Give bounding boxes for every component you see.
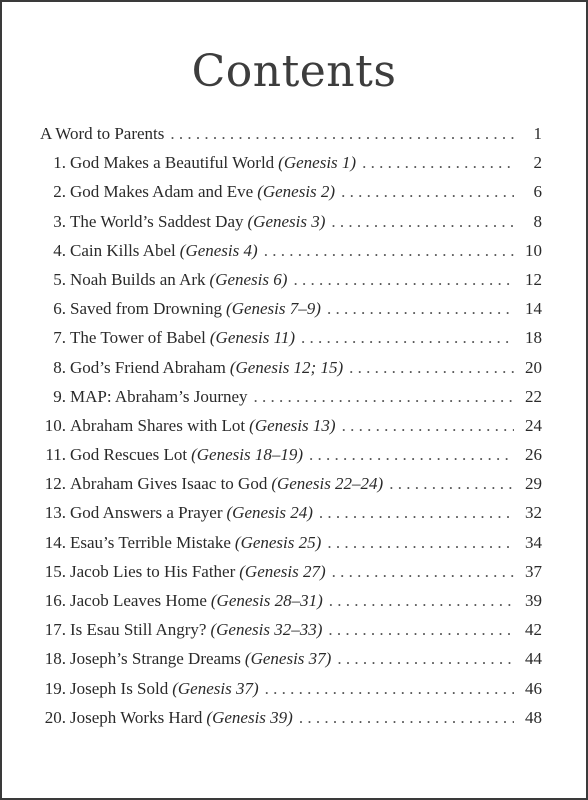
toc-entry: [40, 533, 542, 562]
entry-title: A Word to Parents: [40, 124, 165, 143]
entry-page-number: 20: [525, 357, 542, 377]
entry-title: MAP: Abraham’s Journey: [70, 386, 248, 406]
toc-entry: [40, 649, 542, 678]
entry-number: 5.: [53, 269, 66, 289]
entry-page-number: 34: [525, 532, 542, 552]
entry-number: 6.: [53, 299, 66, 319]
entry-number: 8.: [53, 357, 66, 377]
table-of-contents: [40, 124, 542, 737]
toc-entry: [40, 212, 542, 241]
entry-page-number: 26: [525, 445, 542, 465]
entry-title: Joseph’s Strange Dreams: [70, 649, 241, 669]
entry-page-number: 46: [525, 678, 542, 698]
entry-title: God Makes Adam and Eve: [70, 182, 254, 202]
entry-title: Esau’s Terrible Mistake: [70, 532, 231, 552]
entry-title: Abraham Gives Isaac to God: [70, 474, 268, 494]
dot-leader: [265, 679, 514, 699]
entry-scripture-ref: (Genesis 4): [179, 240, 258, 260]
entry-number: 17.: [44, 620, 66, 640]
entry-scripture-ref: (Genesis 12; 15): [229, 357, 344, 377]
dot-leader: [331, 212, 514, 232]
toc-entry: [40, 328, 542, 357]
entry-title: Jacob Leaves Home: [70, 591, 207, 610]
entry-number: 14.: [44, 532, 66, 552]
entry-number: 4.: [53, 240, 66, 260]
entry-scripture-ref: (Genesis 1): [278, 153, 357, 173]
toc-entry: [40, 445, 542, 474]
entry-page-number: 48: [525, 707, 542, 727]
entry-number: 15.: [44, 561, 66, 581]
entry-number: 7.: [53, 328, 66, 348]
entry-title: Joseph Works Hard: [70, 707, 203, 727]
entry-title: God Makes a Beautiful World: [70, 153, 275, 173]
toc-entry: [40, 708, 542, 737]
toc-entry: [40, 503, 542, 532]
entry-page-number: 29: [525, 474, 542, 494]
dot-leader: [264, 241, 514, 261]
entry-title: Noah Builds an Ark: [70, 269, 206, 289]
entry-page-number: 8: [533, 211, 542, 231]
entry-scripture-ref: (Genesis 11): [209, 328, 296, 348]
dot-leader: [301, 328, 514, 348]
dot-leader: [170, 124, 514, 144]
entry-title: God Answers a Prayer: [70, 503, 223, 523]
toc-entry: [40, 241, 542, 270]
dot-leader: [341, 182, 514, 202]
toc-entry: [40, 182, 542, 211]
entry-number: 10.: [44, 415, 66, 435]
entry-scripture-ref: (Genesis 32–33): [210, 620, 323, 640]
entry-page-number: 1: [533, 124, 542, 143]
dot-leader: [319, 503, 514, 523]
toc-entry: [40, 124, 542, 153]
dot-leader: [332, 562, 514, 582]
entry-scripture-ref: (Genesis 7–9): [226, 299, 321, 319]
toc-entry: [40, 299, 542, 328]
entry-page-number: 10: [525, 240, 542, 260]
entry-number: 20.: [44, 707, 66, 727]
entry-scripture-ref: (Genesis 39): [206, 707, 293, 727]
entry-page-number: 24: [525, 415, 542, 435]
entry-page-number: 39: [525, 591, 542, 610]
entry-title: Abraham Shares with Lot: [70, 415, 246, 435]
entry-number: 11.: [45, 445, 66, 465]
dot-leader: [342, 416, 514, 436]
entry-title: Is Esau Still Angry?: [70, 620, 207, 640]
dot-leader: [309, 445, 514, 465]
entry-number: 3.: [53, 211, 66, 231]
toc-entry: [40, 358, 542, 387]
entry-scripture-ref: (Genesis 27): [239, 561, 326, 581]
entry-page-number: 6: [533, 182, 542, 202]
page-title: Contents: [191, 46, 397, 97]
entry-page-number: 18: [525, 328, 542, 348]
entry-page-number: 22: [525, 386, 542, 406]
entry-title: The Tower of Babel: [70, 328, 206, 348]
entry-page-number: 14: [525, 299, 542, 319]
entry-number: 16.: [44, 591, 66, 610]
entry-page-number: 44: [525, 649, 542, 669]
toc-entry: [40, 620, 542, 649]
dot-leader: [328, 620, 514, 640]
entry-number: 18.: [44, 649, 66, 669]
entry-title: God’s Friend Abraham: [70, 357, 226, 377]
entry-scripture-ref: (Genesis 37): [244, 649, 332, 669]
toc-entry: [40, 679, 542, 708]
entry-scripture-ref: (Genesis 6): [209, 269, 288, 289]
entry-page-number: 42: [525, 620, 542, 640]
toc-entry: [40, 562, 542, 591]
entry-scripture-ref: (Genesis 3): [247, 211, 326, 231]
entry-title: God Rescues Lot: [70, 445, 188, 465]
toc-entry: [40, 591, 542, 620]
entry-title: Joseph Is Sold: [70, 678, 169, 698]
dot-leader: [293, 270, 514, 290]
entry-title: Saved from Drowning: [70, 299, 223, 319]
toc-entry: [40, 153, 542, 182]
entry-scripture-ref: (Genesis 37): [172, 678, 259, 698]
dot-leader: [389, 474, 514, 494]
entry-number: 19.: [44, 678, 66, 698]
entry-page-number: 2: [533, 153, 542, 173]
dot-leader: [337, 649, 514, 669]
entry-number: 1.: [53, 153, 66, 173]
dot-leader: [327, 533, 514, 553]
entry-scripture-ref: (Genesis 2): [257, 182, 336, 202]
dot-leader: [254, 387, 514, 407]
entry-title: The World’s Saddest Day: [70, 211, 244, 231]
entry-number: 13.: [44, 503, 66, 523]
entry-title: Cain Kills Abel: [70, 240, 176, 260]
entry-page-number: 12: [525, 269, 542, 289]
dot-leader: [362, 153, 514, 173]
dot-leader: [349, 358, 514, 378]
dot-leader: [327, 299, 514, 319]
toc-entry: [40, 270, 542, 299]
entry-number: 12.: [44, 474, 66, 494]
entry-scripture-ref: (Genesis 28–31): [210, 591, 323, 610]
entry-page-number: 32: [525, 503, 542, 523]
dot-leader: [299, 708, 514, 728]
toc-entry: [40, 416, 542, 445]
entry-scripture-ref: (Genesis 24): [226, 503, 313, 523]
entry-scripture-ref: (Genesis 25): [234, 532, 322, 552]
toc-entry: [40, 387, 542, 416]
entry-number: 9.: [53, 386, 66, 406]
entry-number: 2.: [53, 182, 66, 202]
entry-scripture-ref: (Genesis 13): [249, 415, 336, 435]
entry-title: Jacob Lies to His Father: [70, 561, 236, 581]
toc-entry: [40, 474, 542, 503]
book-page: [2, 2, 586, 798]
entry-page-number: 37: [525, 561, 542, 581]
entry-scripture-ref: (Genesis 22–24): [271, 474, 384, 494]
entry-scripture-ref: (Genesis 18–19): [191, 445, 303, 465]
dot-leader: [329, 591, 514, 611]
